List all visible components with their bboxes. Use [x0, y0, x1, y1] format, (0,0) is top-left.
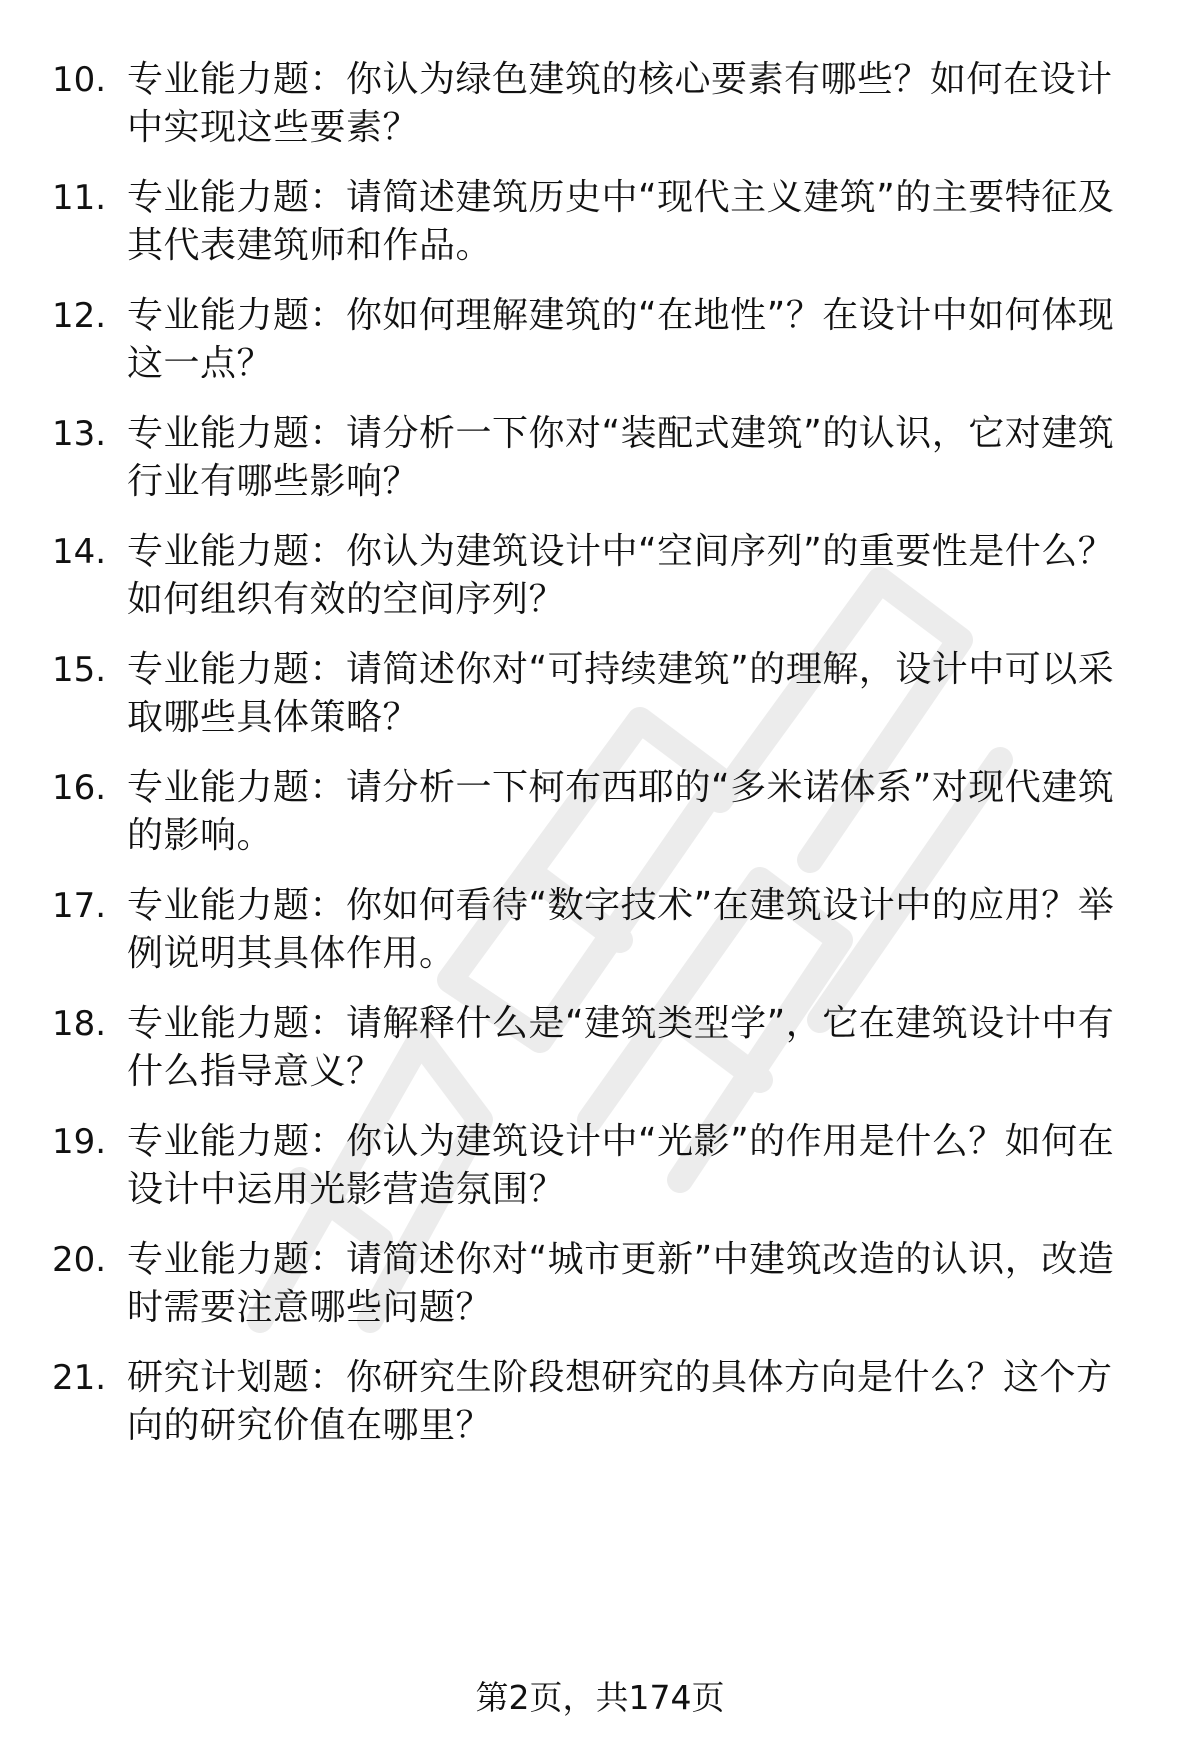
question-number: 13. [52, 414, 107, 454]
question-text: 专业能力题：你认为绿色建筑的核心要素有哪些？如何在设计中实现这些要素？ [127, 59, 1113, 148]
question-item [0, 1000, 1200, 1100]
question-number: 18. [52, 1004, 107, 1044]
question-number: 19. [52, 1122, 107, 1162]
question-text: 专业能力题：请简述你对“可持续建筑”的理解，设计中可以采取哪些具体策略？ [127, 649, 1115, 738]
question-item [0, 646, 1200, 746]
question-number: 11. [52, 178, 107, 218]
question-number: 17. [52, 886, 107, 926]
question-number: 15. [52, 650, 107, 690]
question-item [0, 1354, 1200, 1454]
question-item [0, 410, 1200, 510]
question-number: 20. [52, 1240, 107, 1280]
question-item [0, 882, 1200, 982]
question-item [0, 1118, 1200, 1218]
question-item [0, 528, 1200, 628]
question-text: 专业能力题：请解释什么是“建筑类型学”，它在建筑设计中有什么指导意义？ [127, 1003, 1115, 1092]
question-text: 专业能力题：请简述你对“城市更新”中建筑改造的认识，改造时需要注意哪些问题？ [127, 1239, 1115, 1328]
question-text: 专业能力题：你认为建筑设计中“光影”的作用是什么？如何在设计中运用光影营造氛围？ [127, 1121, 1115, 1210]
page-footer: 第2页，共174页 [475, 1678, 725, 1717]
question-item [0, 174, 1200, 274]
question-item [0, 56, 1200, 156]
question-number: 10. [52, 60, 107, 100]
question-number: 16. [52, 768, 107, 808]
question-text: 专业能力题：请简述建筑历史中“现代主义建筑”的主要特征及其代表建筑师和作品。 [127, 177, 1115, 266]
question-number: 14. [52, 532, 107, 572]
question-text: 专业能力题：你如何看待“数字技术”在建筑设计中的应用？举例说明其具体作用。 [127, 885, 1115, 974]
question-item [0, 1236, 1200, 1336]
question-number: 12. [52, 296, 107, 336]
question-text: 专业能力题：你认为建筑设计中“空间序列”的重要性是什么？如何组织有效的空间序列？ [127, 531, 1115, 620]
question-text: 专业能力题：你如何理解建筑的“在地性”？在设计中如何体现这一点？ [127, 295, 1115, 384]
question-text: 专业能力题：请分析一下你对“装配式建筑”的认识，它对建筑行业有哪些影响？ [127, 413, 1115, 502]
question-text: 专业能力题：请分析一下柯布西耶的“多米诺体系”对现代建筑的影响。 [127, 767, 1115, 856]
question-item [0, 292, 1200, 392]
question-text: 研究计划题：你研究生阶段想研究的具体方向是什么？这个方向的研究价值在哪里？ [127, 1357, 1113, 1446]
question-item [0, 764, 1200, 864]
question-number: 21. [52, 1358, 107, 1398]
